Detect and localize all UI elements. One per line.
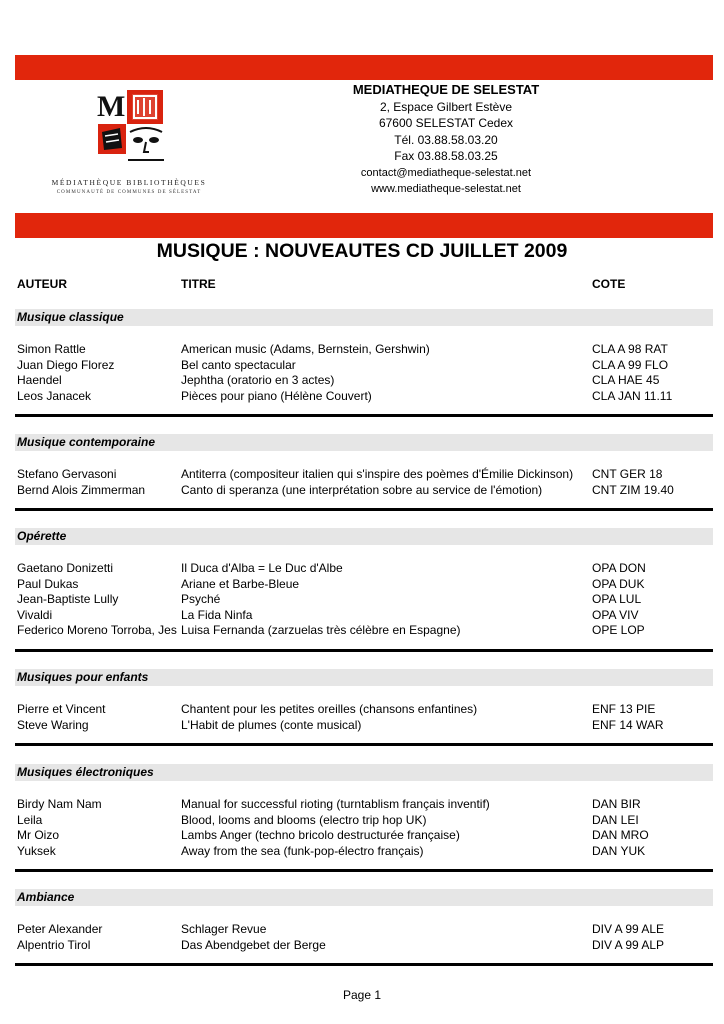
column-header-cote: COTE: [592, 277, 626, 291]
phone-number: Tél. 03.88.58.03.20: [394, 132, 498, 147]
address-line-1: 2, Espace Gilbert Estève: [379, 99, 513, 114]
list-item: [0, 358, 724, 374]
list-item: [0, 467, 724, 483]
item-author: Mr Oizo: [17, 828, 59, 843]
list-item: [0, 623, 724, 639]
item-title: Das Abendgebet der Berge: [181, 937, 326, 952]
list-item: [0, 718, 724, 734]
section-divider: [15, 869, 713, 872]
section-header: [15, 528, 713, 545]
section-divider: [15, 414, 713, 417]
column-header-author: AUTEUR: [17, 277, 67, 291]
section-divider: [15, 649, 713, 652]
section-divider: [15, 743, 713, 746]
item-title: Away from the sea (funk-pop-électro français): [181, 843, 424, 858]
item-author: Leila: [17, 812, 43, 827]
item-author: Haendel: [17, 373, 62, 388]
header-red-band-top: [15, 55, 713, 80]
item-title: Canto di speranza (une interprétation sobre au service de l'émotion): [181, 482, 543, 497]
svg-text:M: M: [97, 90, 126, 123]
item-title: Manual for successful rioting (turntablism français inventif): [181, 797, 490, 811]
item-cote: OPE LOP: [592, 623, 645, 638]
item-cote: DAN MRO: [592, 828, 649, 843]
item-cote: CLA A 98 RAT: [592, 342, 668, 356]
item-cote: DIV A 99 ALE: [592, 922, 665, 936]
item-cote: CLA JAN 11.11: [592, 388, 673, 403]
item-author: Pierre et Vincent: [17, 702, 106, 716]
item-title: Jephtha (oratorio en 3 actes): [181, 373, 335, 388]
item-cote: OPA VIV: [592, 607, 639, 622]
item-author: Gaetano Donizetti: [17, 561, 114, 575]
item-cote: CNT ZIM 19.40: [592, 482, 674, 497]
item-author: Alpentrio Tirol: [17, 937, 91, 952]
item-author: Birdy Nam Nam: [17, 797, 102, 811]
list-item: [0, 373, 724, 389]
column-header-title: TITRE: [181, 277, 216, 291]
list-item: [0, 844, 724, 860]
header-red-band-bottom: [15, 213, 713, 238]
item-title: Lambs Anger (techno bricolo destructurée française): [181, 828, 460, 843]
list-item: [0, 483, 724, 499]
section-header: [15, 889, 713, 906]
address-line-2: 67600 SELESTAT Cedex: [378, 116, 514, 130]
item-cote: DAN LEI: [592, 812, 639, 827]
item-author: Juan Diego Florez: [17, 357, 115, 372]
page-number: Page 1: [342, 988, 382, 1002]
logo-subcaption: COMMUNAUTÉ DE COMMUNES DE SÉLESTAT: [56, 190, 202, 195]
item-title: La Fida Ninfa: [181, 607, 253, 622]
item-title: Chantent pour les petites oreilles (chansons enfantines): [181, 702, 478, 716]
item-cote: OPA DON: [592, 561, 646, 575]
item-author: Jean-Baptiste Lully: [17, 592, 119, 607]
item-title: L'Habit de plumes (conte musical): [181, 717, 362, 732]
section-header: [15, 764, 713, 781]
section-divider: [15, 508, 713, 511]
section-title: Musiques pour enfants: [17, 670, 149, 684]
item-cote: ENF 14 WAR: [592, 717, 664, 732]
item-cote: OPA LUL: [592, 592, 642, 607]
email-link[interactable]: contact@mediatheque-selestat.net: [360, 166, 532, 179]
item-author: Federico Moreno Torroba, Jes: [17, 623, 177, 638]
item-title: Antiterra (compositeur italien qui s'inspire des poèmes d'Émilie Dickinson): [181, 467, 574, 481]
list-item: [0, 702, 724, 718]
section-title: Ambiance: [17, 890, 75, 904]
list-item: [0, 561, 724, 577]
item-author: Leos Janacek: [17, 388, 92, 403]
item-cote: DAN BIR: [592, 797, 641, 811]
contact-block: [300, 82, 592, 198]
section-header: [15, 669, 713, 686]
section-header: [15, 309, 713, 326]
item-author: Simon Rattle: [17, 342, 86, 356]
item-author: Steve Waring: [17, 717, 89, 732]
list-item: [0, 592, 724, 608]
item-cote: CLA A 99 FLO: [592, 357, 669, 372]
item-title: American music (Adams, Bernstein, Gershwin): [181, 342, 430, 356]
list-item: [0, 608, 724, 624]
item-author: Peter Alexander: [17, 922, 103, 936]
item-cote: CNT GER 18: [592, 467, 663, 481]
list-item: [0, 938, 724, 954]
section-title: Musique classique: [17, 310, 124, 324]
item-title: Ariane et Barbe-Bleue: [181, 576, 300, 591]
website-link[interactable]: www.mediatheque-selestat.net: [371, 183, 521, 195]
section-title: Musique contemporaine: [17, 435, 156, 449]
item-title: Blood, looms and blooms (electro trip hop UK): [181, 812, 427, 827]
section-title: Opérette: [17, 529, 67, 543]
section-title: Musiques électroniques: [17, 765, 154, 779]
list-item: [0, 828, 724, 844]
item-author: Paul Dukas: [17, 576, 79, 591]
item-author: Yuksek: [17, 843, 56, 858]
item-cote: DAN YUK: [592, 843, 646, 858]
library-logo-icon: [96, 88, 166, 166]
item-title: Pièces pour piano (Hélène Couvert): [181, 388, 372, 403]
list-item: [0, 389, 724, 405]
item-cote: ENF 13 PIE: [592, 702, 656, 716]
item-cote: DIV A 99 ALP: [592, 937, 665, 952]
list-item: [0, 813, 724, 829]
logo-caption: MÉDIATHÈQUE BIBLIOTHÈQUES: [51, 178, 207, 187]
list-item: [0, 922, 724, 938]
library-logo: [44, 88, 214, 200]
page-title: MUSIQUE : NOUVEAUTES CD JUILLET 2009: [156, 240, 568, 262]
item-cote: OPA DUK: [592, 576, 645, 591]
item-title: Psyché: [181, 592, 221, 607]
item-author: Vivaldi: [17, 607, 53, 622]
item-cote: CLA HAE 45: [592, 373, 660, 388]
item-author: Bernd Alois Zimmerman: [17, 482, 146, 497]
list-item: [0, 342, 724, 358]
item-title: Il Duca d'Alba = Le Duc d'Albe: [181, 561, 343, 575]
item-author: Stefano Gervasoni: [17, 467, 117, 481]
list-item: [0, 797, 724, 813]
list-item: [0, 577, 724, 593]
section-divider: [15, 963, 713, 966]
item-title: Bel canto spectacular: [181, 357, 296, 372]
section-header: [15, 434, 713, 451]
item-title: Luisa Fernanda (zarzuelas très célèbre en Espagne): [181, 623, 461, 638]
fax-number: Fax 03.88.58.03.25: [394, 149, 498, 163]
library-name: MEDIATHEQUE DE SELESTAT: [352, 82, 540, 97]
item-title: Schlager Revue: [181, 922, 267, 936]
